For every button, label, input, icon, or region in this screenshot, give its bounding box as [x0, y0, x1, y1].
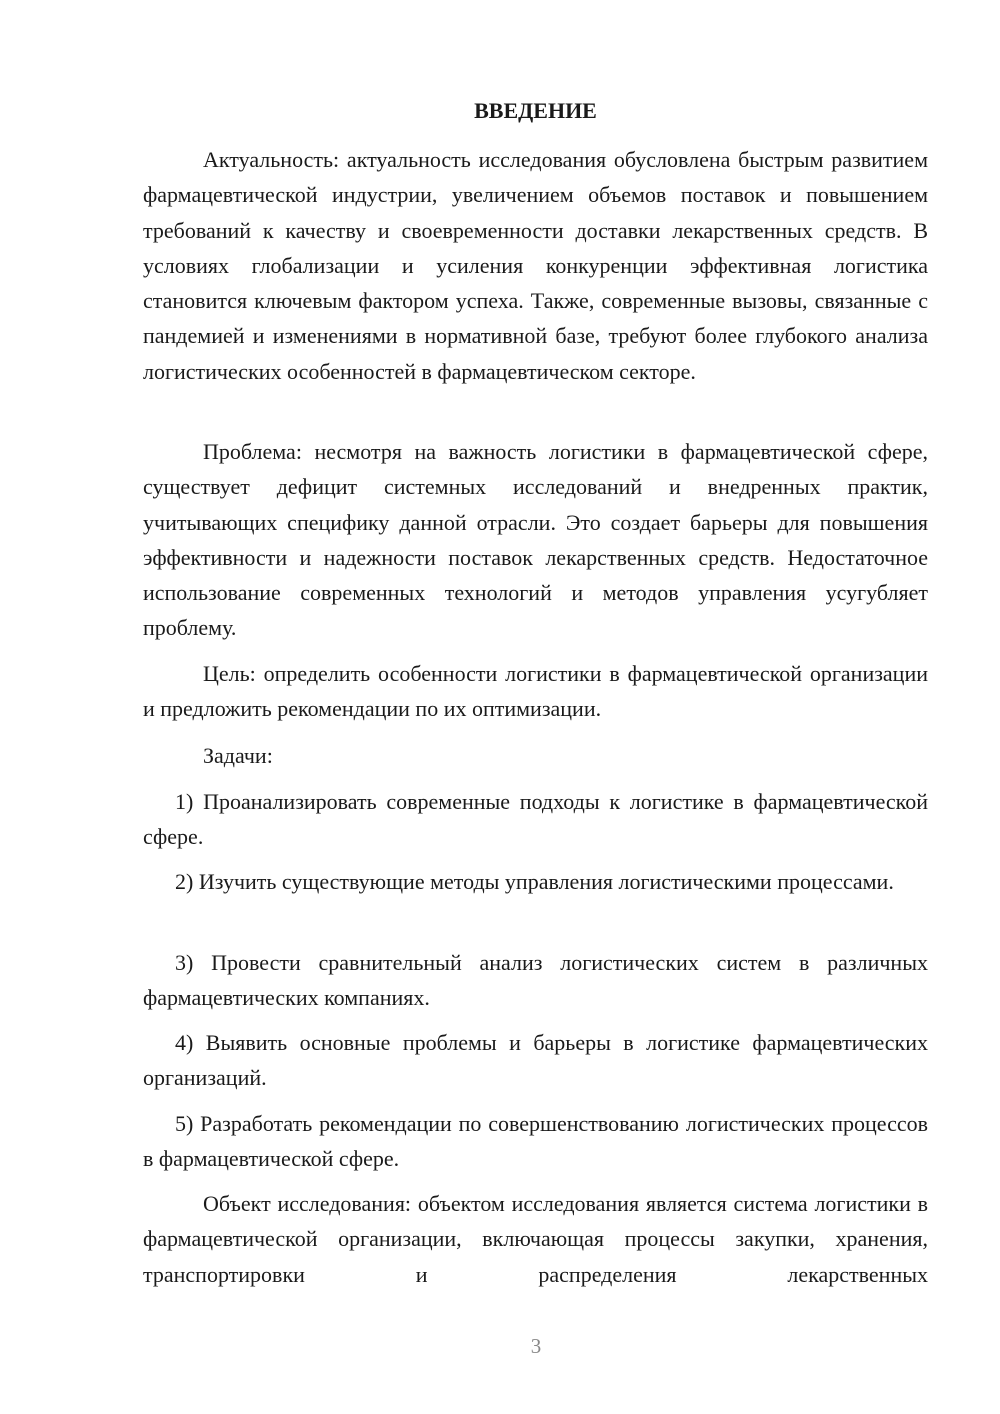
tasks-label: Задачи: — [203, 743, 273, 768]
section-heading: ВВЕДЕНИЕ — [474, 98, 597, 123]
object-paragraph: Объект исследования: объектом исследования является система логистики в фармацевтической организации, включающая процессы закупки, хранения, транспортировки и распределения лекарственных — [143, 1191, 928, 1287]
task-item-4: 4) Выявить основные проблемы и барьеры в логистике фармацевтических организаций. — [143, 1030, 928, 1091]
task-item-3: 3) Провести сравнительный анализ логистических систем в различных фармацевтических компаниях. — [143, 950, 928, 1011]
relevance-paragraph: Актуальность: актуальность исследования обусловлена быстрым развитием фармацевтической индустрии, увеличением объемов поставок и повышением требований к качеству и своевременности доставки лекарственных средств. В условиях глобализации и усиления конкуренции эффективная логистика становится ключевым фактором успеха. Также, современные вызовы, связанные с пандемией и изменениями в нормативной базе, требуют более глубокого анализа логистических особенностей в фармацевтическом секторе. — [143, 147, 928, 384]
page-number: 3 — [530, 1334, 542, 1358]
goal-paragraph: Цель: определить особенности логистики в фармацевтической организации и предложить рекомендации по их оптимизации. — [143, 661, 928, 722]
task-item-5: 5) Разработать рекомендации по совершенствованию логистических процессов в фармацевтической сфере. — [143, 1111, 928, 1172]
problem-paragraph: Проблема: несмотря на важность логистики в фармацевтической сфере, существует дефицит системных исследований и внедренных практик, учитывающих специфику данной отрасли. Это создает барьеры для повышения эффективности и надежности поставок лекарственных средств. Недостаточное использование современных технологий и методов управления усугубляет проблему. — [143, 439, 928, 641]
task-item-1: 1) Проанализировать современные подходы к логистике в фармацевтической сфере. — [143, 789, 928, 850]
task-item-2: 2) Изучить существующие методы управления логистическими процессами. — [175, 869, 894, 894]
